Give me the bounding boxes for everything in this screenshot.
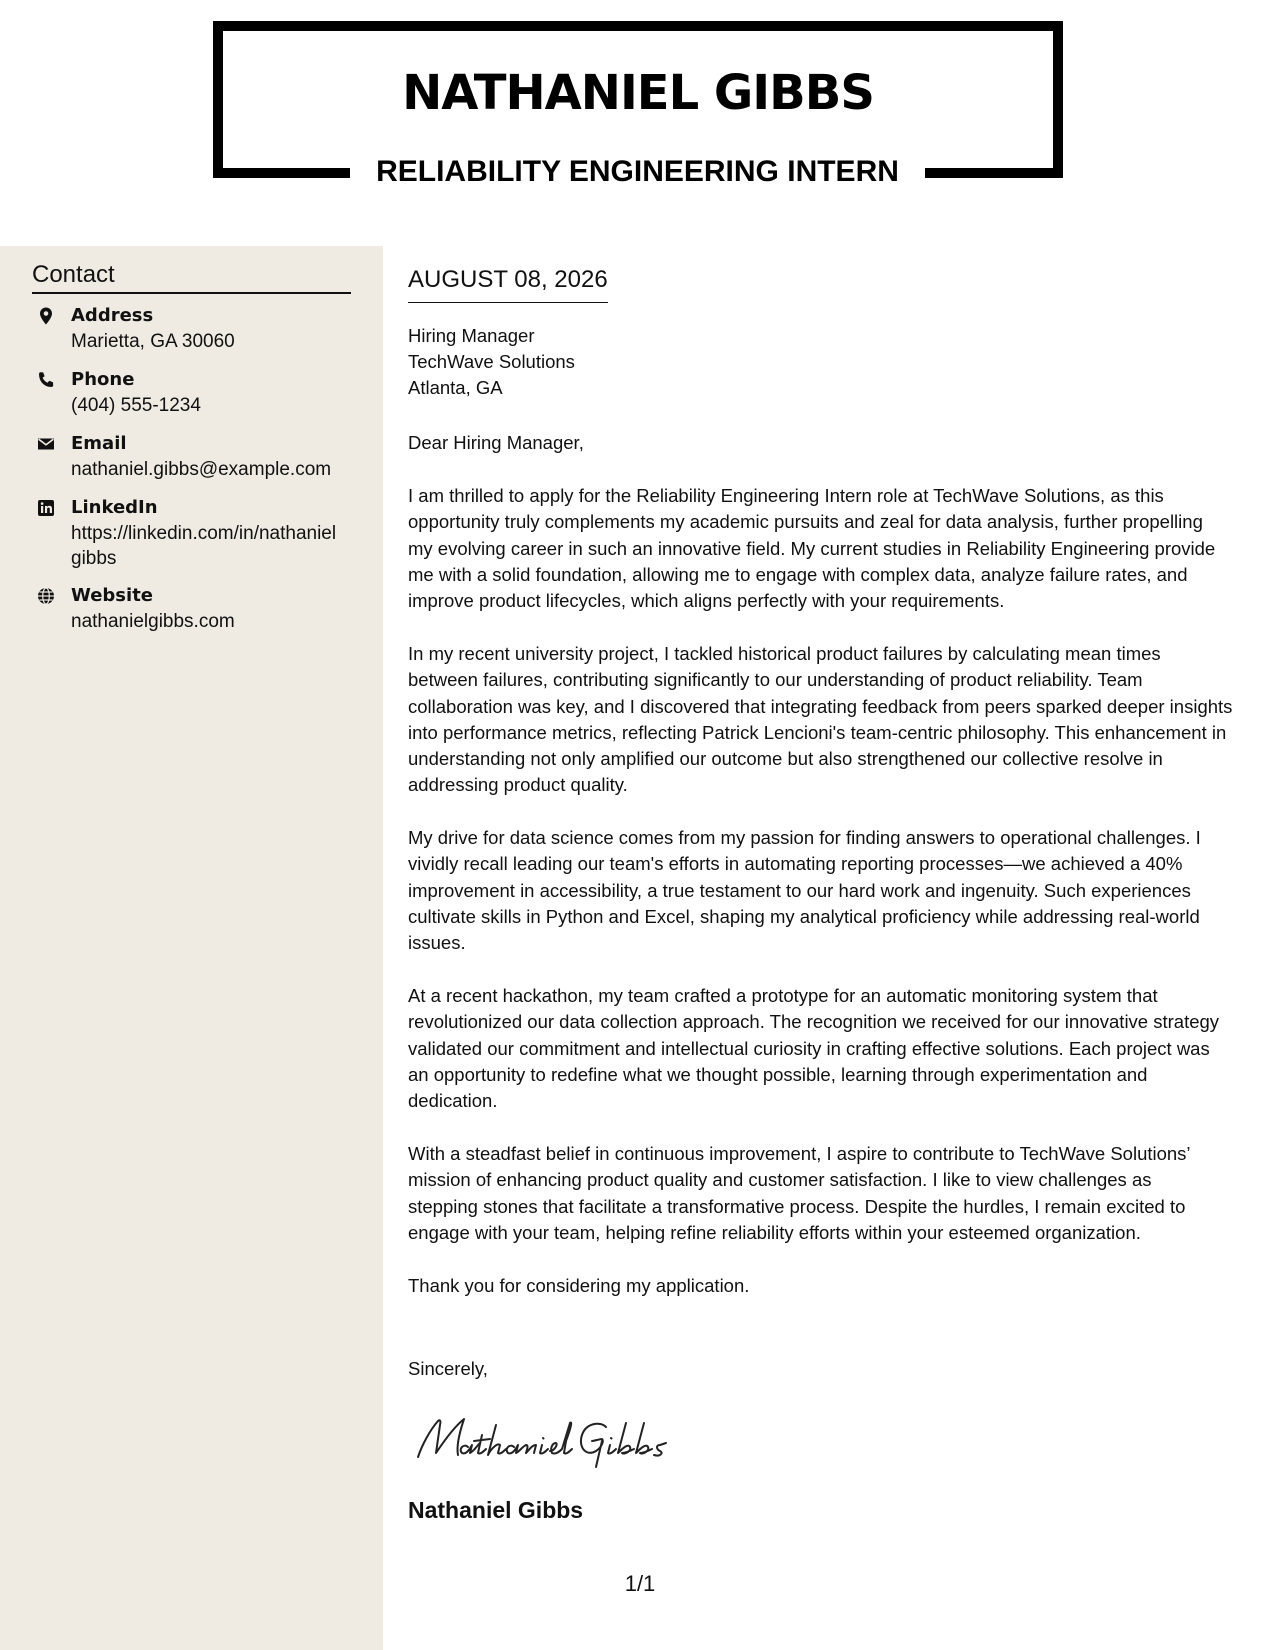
paragraph-line: With a steadfast belief in continuous improvement, I aspire to contribute to TechWave Solutions’	[408, 1143, 1191, 1164]
contact-value: (404) 555-1234	[71, 395, 201, 416]
paragraph-line: my evolving career in such an innovative field. My current studies in Reliability Engineering provide	[408, 537, 1216, 559]
paragraph-line: between failures, contributing significantly to our understanding of product reliability. Team	[408, 669, 1143, 691]
paragraph-line: Thank you for considering my application.	[408, 1275, 750, 1296]
contact-label: Address	[71, 305, 154, 326]
body-paragraph	[408, 641, 1254, 799]
contact-label: Email	[71, 433, 127, 454]
paragraph-line: My drive for data science comes from my passion for finding answers to operational challenges. I	[408, 827, 1201, 848]
paragraph-line: engage with your team, helping refine reliability efforts within your esteemed organization.	[408, 1221, 1141, 1243]
page-number: 1/1	[624, 1571, 656, 1596]
paragraph-line: dedication.	[408, 1090, 498, 1112]
contact-heading: Contact	[32, 261, 115, 288]
paragraph-line: validated our commitment and intellectual curiosity in crafting effective solutions. Each project was	[408, 1037, 1210, 1059]
contact-value	[71, 521, 371, 571]
paragraph-line: opportunity truly complements my academic pursuits and zeal for data analysis, further propelling	[408, 511, 1203, 533]
paragraph-line: addressing product quality.	[408, 774, 628, 796]
header-frame-bottom-right	[925, 168, 1063, 178]
paragraph-line: cultivate skills in Python and Excel, shaping my analytical proficiency while addressing real-world	[408, 905, 1200, 927]
recipient-block	[408, 323, 575, 401]
contact-value-line: gibbs	[71, 548, 117, 569]
paragraph-line: improve product lifecycles, which aligns perfectly with your requirements.	[408, 590, 1005, 612]
paragraph-line: mission of enhancing product quality and customer satisfaction. I like to view challenges as	[408, 1169, 1152, 1191]
contact-value: Marietta, GA 30060	[71, 331, 235, 352]
closing: Sincerely,	[408, 1358, 488, 1379]
job-title: RELIABILITY ENGINEERING INTERN	[376, 155, 899, 188]
envelope-icon	[36, 434, 56, 454]
salutation: Dear Hiring Manager,	[408, 432, 584, 453]
applicant-name: NATHANIEL GIBBS	[402, 65, 874, 121]
paragraph-line: into performance metrics, reflecting Patrick Lencioni's team-centric philosophy. This enhancement in	[408, 721, 1227, 743]
body-paragraph	[408, 983, 1254, 1114]
contact-label: Website	[71, 585, 154, 606]
body-paragraph	[408, 483, 1254, 614]
paragraph-line: At a recent hackathon, my team crafted a prototype for an automatic monitoring system that	[408, 985, 1158, 1006]
paragraph-line: revolutionized our data collection approach. The recognition we received for our innovative strategy	[408, 1011, 1220, 1033]
letter-date: AUGUST 08, 2026	[408, 264, 608, 303]
paragraph-line: I am thrilled to apply for the Reliability Engineering Intern role at TechWave Solutions, as this	[408, 485, 1164, 506]
phone-icon	[36, 370, 56, 390]
recipient-line: TechWave Solutions	[408, 351, 575, 372]
body-paragraph	[408, 1273, 1254, 1299]
recipient-line: Atlanta, GA	[408, 377, 503, 398]
map-pin-icon	[36, 306, 56, 326]
contact-label: LinkedIn	[71, 497, 158, 518]
paragraph-line: In my recent university project, I tackled historical product failures by calculating mean times	[408, 643, 1161, 664]
linkedin-icon	[36, 498, 56, 518]
paragraph-line: improvement in accessibility, a true testament to our hard work and ingenuity. Such experiences	[408, 879, 1191, 901]
contact-label: Phone	[71, 369, 135, 390]
body-paragraph	[408, 1141, 1254, 1246]
paragraph-line: an opportunity to redefine what we thought possible, learning through experimentation and	[408, 1063, 1148, 1085]
header-frame-bottom-left	[213, 168, 350, 178]
paragraph-line: collaboration was key, and I discovered that integrating feedback from peers sparked deeper insights	[408, 695, 1233, 717]
paragraph-line: issues.	[408, 932, 466, 954]
globe-icon	[36, 586, 56, 606]
paragraph-line: me with a solid foundation, allowing me to engage with complex data, analyze failure rates, and	[408, 563, 1188, 585]
signer-name: Nathaniel Gibbs	[408, 1497, 584, 1523]
paragraph-line: understanding not only amplified our outcome but also strengthened our collective resolve in	[408, 748, 1163, 770]
contact-heading-rule	[32, 292, 351, 294]
contact-value-line: https://linkedin.com/in/nathaniel	[71, 523, 337, 544]
recipient-line: Hiring Manager	[408, 325, 535, 346]
contact-value: nathanielgibbs.com	[71, 611, 235, 632]
contact-value: nathaniel.gibbs@example.com	[71, 459, 332, 480]
paragraph-line: stepping stones that facilitate a transformative process. Despite the hurdles, I remain excited to	[408, 1195, 1186, 1217]
body-paragraph	[408, 825, 1254, 956]
handwritten-signature	[410, 1405, 670, 1475]
paragraph-line: vividly recall leading our team's efforts in automating reporting processes—we achieved a 40%	[408, 853, 1183, 875]
